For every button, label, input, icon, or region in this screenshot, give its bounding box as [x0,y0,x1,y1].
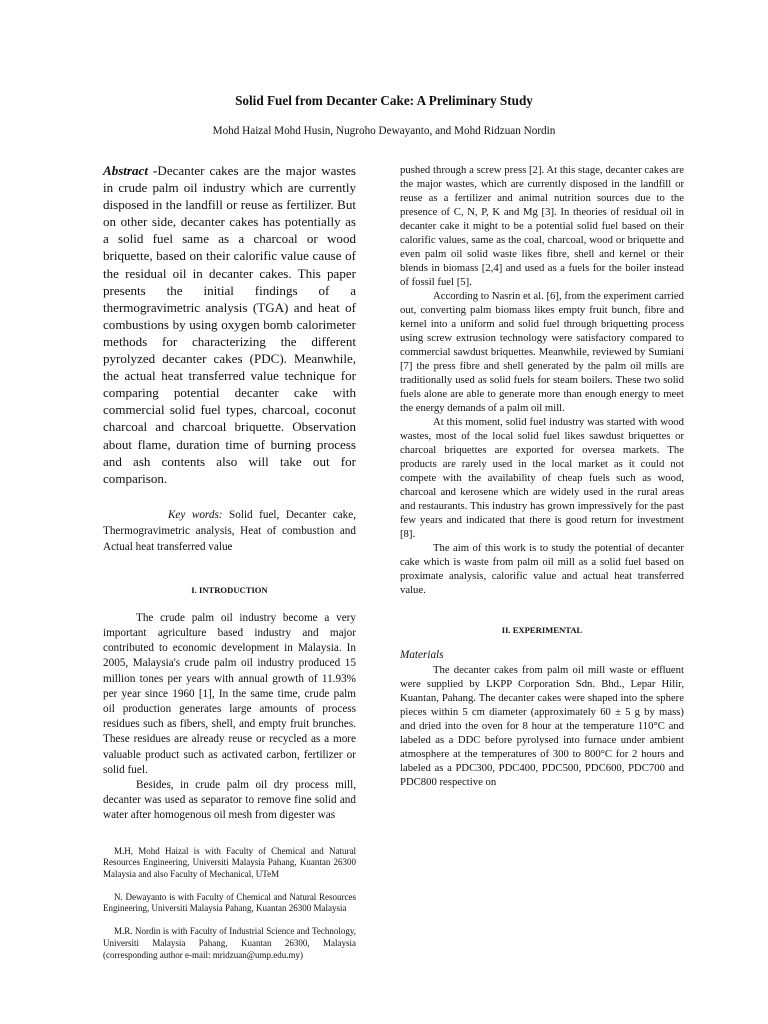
intro-paragraph-4: At this moment, solid fuel industry was started with wood wastes, most of the local solid fuel likes sawdust briquettes or charcoal briquettes are exported for oversea markets. The products are rarely used in the local market as it could not compete with the availability of cheap fuels such as wood, charcoal and kerosene which are widely used in the rural areas and restaurants. This industry has grown impressively for the past few years and indicated that there is good return for investment [8]. [400,416,684,540]
right-column [400,163,684,789]
paper-title: Solid Fuel from Decanter Cake: A Preliminary Study [235,93,533,108]
footnote-author-3: M.R. Nordin is with Faculty of Industrial Science and Technology, Universiti Malaysia Pahang, Kuantan 26300, Malaysia (corresponding author e-mail: mridzuan@ump.edu.my) [103,926,356,960]
section-heading-experimental: II. EXPERIMENTAL [501,625,583,635]
footnote-author-2: N. Dewayanto is with Faculty of Chemical and Natural Resources Engineering, Universiti Malaysia Pahang, Kuantan 26300 Malaysia [103,891,356,914]
keywords [103,507,356,555]
keywords-text: Solid fuel, Decanter cake, Thermogravimetric analysis, Heat of combustion and Actual heat transferred value [103,508,356,553]
author-list: Mohd Haizal Mohd Husin, Nugroho Dewayanto, and Mohd Ridzuan Nordin [212,125,556,137]
keywords-label: Key words: [167,508,223,521]
abstract-label: Abstract - [103,163,158,178]
intro-paragraph-5: The aim of this work is to study the potential of decanter cake which is waste from palm oil mill as a solid fuel based on proximate analysis, calorific value and actual heat transferred value. [400,542,684,596]
footnote-author-1: M.H, Mohd Haizal is with Faculty of Chemical and Natural Resources Engineering, Universiti Malaysia Pahang, Kuantan 26300 Malaysia and also Faculty of Mechanical, UTeM [103,845,356,880]
left-column [103,162,356,961]
intro-paragraph-1: The crude palm oil industry become a very important agriculture based industry and major contributed to economic development in Malaysia. In 2005, Malaysia's crude palm oil industry produced 15 million tones per years with annual growth of 11.93% per year since 1960 [1], In the same time, crude palm oil production generates large amounts of process residues such as fibers, shell, and empty fruit brunches. These residues are already reuse or recycled as a more valuable product such as activated carbon, fertilizer or solid fuel. [103,611,356,776]
intro-paragraph-2: Besides, in crude palm oil dry process mill, decanter was used as separator to remove fine solid and water after homogenous oil mesh from digester was [103,779,356,822]
intro-paragraph-2-continued: pushed through a screw press [2]. At this stage, decanter cakes are the major wastes, which are currently disposed in the landfill or reuse as a fertilizer and animal nutrition sources due to the presence of C, N, P, K and Mg [3]. In theories of residual oil in decanter cake it might to be a potential solid fuel based on their calorific values, same as the coal, charcoal, wood or briquette and even palm oil solid waste likes fibre, shell and kernel or their blends in biomass [2,4] and used as a fuels for the boiler instead of fossil fuel [5]. [400,164,684,288]
abstract [103,162,356,487]
abstract-text: Decanter cakes are the major wastes in crude palm oil industry which are currently disposed in the landfill or reuse as fertilizer. But on other side, decanter cakes has potentially as a solid fuel same as a charcoal or wood briquette, based on their calorific value cause of the residual oil in decanter cakes. This paper presents the initial findings of a thermogravimetric analysis (TGA) and heat of combustions by using oxygen bomb calorimeter methods for characterizing the different pyrolyzed decanter cakes (PDC). Meanwhile, the actual heat transferred value technique for comparing potential decanter cake with commercial solid fuel types, charcoal, coconut charcoal and charcoal briquette. Observation about flame, duration time of burning process and ash contents also will take out for comparison. [103,163,356,486]
subheading-materials: Materials [400,649,444,661]
materials-paragraph: The decanter cakes from palm oil mill waste or effluent were supplied by LKPP Corporation Sdn. Bhd., Lepar Hilir, Kuantan, Pahang. The decanter cakes were shaped into the sphere pieces within 5 cm diameter (approximately 60 ± 5 g by mass) and dried into the oven for 8 hour at the temperature 110°C and labeled as a DDC before pyrolysed into furnace under ambient atmosphere at the temperatures of 300 to 800°C for 2 hours and labeled as a PDC300, PDC400, PDC500, PDC600, PDC700 and PDC800 respective on [400,664,684,788]
intro-paragraph-3: According to Nasrin et al. [6], from the experiment carried out, converting palm biomass likes empty fruit bunch, fibre and kernel into a uniform and solid fuel through briquetting process using screw extrusion technology were satisfactory compared to commercial sawdust briquettes. Meanwhile, reviewed by Sumiani [7] the press fibre and shell generated by the palm oil mills are traditionally used as solid fuels for steam boilers. These two solid fuels alone are able to generate more than enough energy to meet the energy demands of a palm oil mill. [400,290,684,414]
section-heading-introduction: I. INTRODUCTION [191,584,268,595]
